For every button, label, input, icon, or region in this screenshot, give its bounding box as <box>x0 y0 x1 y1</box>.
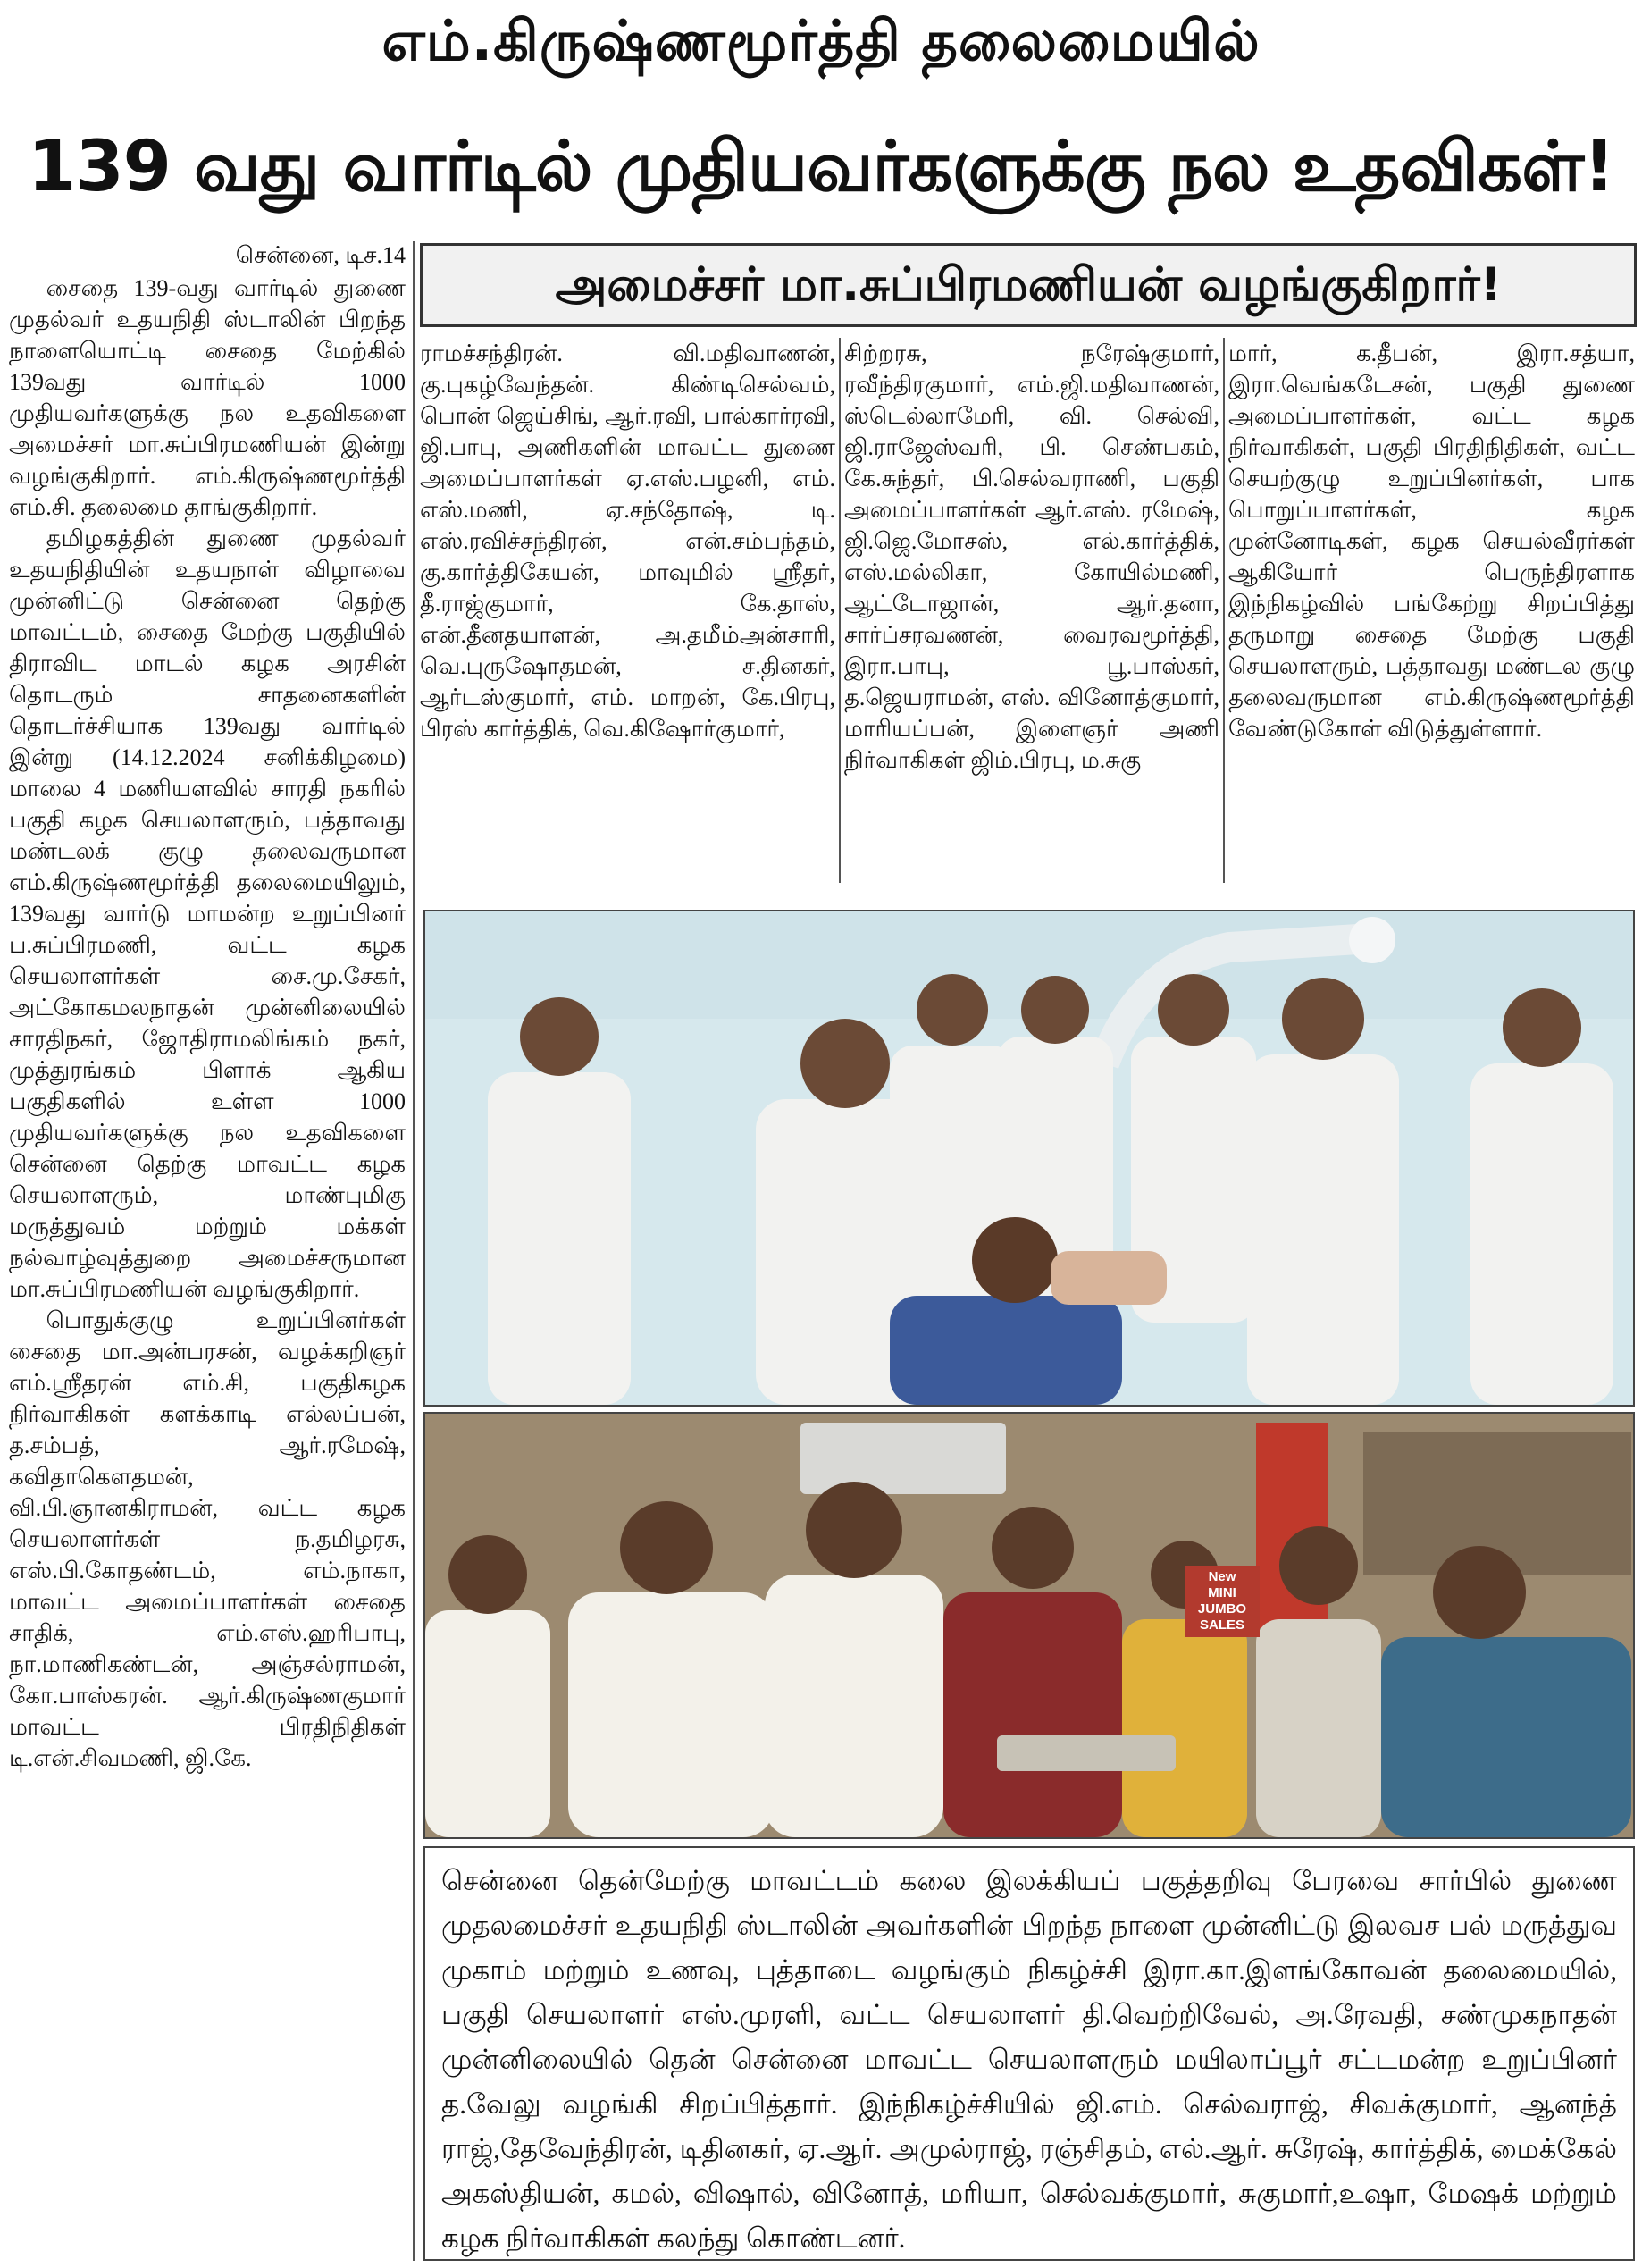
column-divider <box>839 338 841 883</box>
article-paragraph: சைதை 139-வது வார்டில் துணை முதல்வர் உதயநிதி ஸ்டாலின் பிறந்த நாளையொட்டி சைதை மேற்கில் 139வது வார்டில் 1000 முதியவர்களுக்கு நல உதவிகளை அமைச்சர் மா.சுப்பிரமணியன் இன்று வழங்குகிறார். எம்.கிருஷ்ணமூர்த்தி எம்.சி. தலைமை தாங்குகிறார். <box>9 275 406 520</box>
photo-dental-camp-illustration <box>425 911 1633 1405</box>
dateline: சென்னை, டிச.14 <box>235 242 406 268</box>
column-divider <box>1223 338 1225 883</box>
article-column-3 <box>844 338 1219 883</box>
article-paragraph: பொதுக்குழு உறுப்பினர்கள் சைதை மா.அன்பரசன், வழக்கறிஞர் எம்.ஸ்ரீதரன் எம்.சி, பகுதிகழக நிர்வாகிகள் களக்காடி எல்லப்பன், த.சம்பத், ஆர்.ரமேஷ், கவிதாகௌதமன், வி.பி.ஞானகிராமன், வட்ட கழக செயலாளர்கள் ந.தமிழரசு, எஸ்.பி.கோதண்டம், எம்.நாகா, மாவட்ட அமைப்பாளர்கள் சைதை சாதிக், எம்.எஸ்.ஹரிபாபு, நா.மாணிகண்டன், அஞ்சல்ராமன், கோ.பாஸ்கரன். ஆர்.கிருஷ்ணகுமார் மாவட்ட பிரதிநிதிகள் டி.என்.சிவமணி, ஜி.கே. <box>9 1307 406 1771</box>
article-column-1 <box>9 239 406 2261</box>
shop-sign-line: New <box>1208 1569 1236 1584</box>
subheadline-box: அமைச்சர் மா.சுப்பிரமணியன் வழங்குகிறார்! <box>420 243 1637 327</box>
article-text: மார், க.தீபன், இரா.சத்யா, இரா.வெங்கடேசன், பகுதி துணை அமைப்பாளர்கள், வட்ட கழக நிர்வாகிகள், பகுதி பிரதிநிதிகள், வட்ட செயற்குழு உறுப்பினர்கள், பாக பொறுப்பாளர்கள், கழக முன்னோடிகள், கழக செயல்வீரர்கள் ஆகியோர் பெருந்திரளாக இந்நிகழ்வில் பங்கேற்று சிறப்பித்து தருமாறு சைதை மேற்கு பகுதி செயலாளரும், பத்தாவது மண்டல குழு தலைவருமான எம்.கிருஷ்ணமூர்த்தி வேண்டுகோள் விடுத்துள்ளார். <box>1228 340 1635 742</box>
article-text: ராமச்சந்திரன். வி.மதிவாணன், கு.புகழ்வேந்தன். கிண்டிசெல்வம், பொன் ஜெய்சிங், ஆர்.ரவி, பால்கார்ரவி, ஜி.பாபு, அணிகளின் மாவட்ட துணை அமைப்பாளர்கள் ஏ.எஸ்.பழனி, எம். எஸ்.மணி, ஏ.சந்தோஷ், டி. எஸ்.ரவிச்சந்திரன், என்.சம்பந்தம், கு.கார்த்திகேயன், மாவுமில் ஸ்ரீதர், தீ.ராஜ்குமார், கே.தாஸ், என்.தீனதயாளன், அ.தமீம்அன்சாரி, வெ.புருஷோதமன், ச.தினகர், ஆர்டஸ்குமார், எம். மாறன், கே.பிரபு, பிரஸ் கார்த்திக், வெ.கிஷோர்குமார், <box>420 340 835 742</box>
shop-sign-text <box>1185 1566 1260 1637</box>
column-divider <box>413 241 415 2261</box>
main-headline: 139 வது வார்டில் முதியவர்களுக்கு நல உதவிகள்! <box>28 127 1614 207</box>
photo-dental-camp <box>423 910 1635 1407</box>
shop-sign-line: SALES <box>1199 1617 1244 1633</box>
article-column-2 <box>420 338 835 883</box>
article-paragraph: தமிழகத்தின் துணை முதல்வர் உதயநிதியின் உதயநாள் விழாவை முன்னிட்டு சென்னை தெற்கு மாவட்டம், சைதை மேற்கு பகுதியில் திராவிட மாடல் கழக அரசின் தொடரும் சாதனைகளின் தொடர்ச்சியாக 139வது வார்டில் இன்று (14.12.2024 சனிக்கிழமை) மாலை 4 மணியளவில் சாரதி நகரில் பகுதி கழக செயலாளரும், பத்தாவது மண்டலக் குழு தலைவருமான எம்.கிருஷ்ணமூர்த்தி தலைமையிலும், 139வது வார்டு மாமன்ற உறுப்பினர் ப.சுப்பிரமணி, வட்ட கழக செயலாளர்கள் சை.மு.சேகர், அட்கோகமலநாதன் முன்னிலையில் சாரதிநகர், ஜோதிராமலிங்கம் நகர், முத்துரங்கம் பிளாக் ஆகிய பகுதிகளில் உள்ள 1000 முதியவர்களுக்கு நல உதவிகளை சென்னை தெற்கு மாவட்ட கழக செயலாளரும், மாண்புமிகு மருத்துவம் மற்றும் மக்கள் நல்வாழ்வுத்துறை அமைச்சருமான மா.சுப்பிரமணியன் வழங்குகிறார். <box>9 525 406 1302</box>
kicker-heading: எம்.கிருஷ்ணமூர்த்தி தலைமையில் <box>381 8 1261 73</box>
photo-caption: சென்னை தென்மேற்கு மாவட்டம் கலை இலக்கியப் பகுத்தறிவு பேரவை சார்பில் துணை முதலமைச்சர் உதயநிதி ஸ்டாலின் அவர்களின் பிறந்த நாளை முன்னிட்டு இலவச பல் மருத்துவ முகாம் மற்றும் உணவு, புத்தாடை வழங்கும் நிகழ்ச்சி இரா.கா.இளங்கோவன் தலைமையில், பகுதி செயலாளர் எஸ்.முரளி, வட்ட செயலாளர் தி.வெற்றிவேல், அ.ரேவதி, சண்முகநாதன் முன்னிலையில் தென் சென்னை மாவட்ட செயலாளரும் மயிலாப்பூர் சட்டமன்ற உறுப்பினர் த.வேலு வழங்கி சிறப்பித்தார். இந்நிகழ்ச்சியில் ஜி.எம். செல்வராஜ், சிவக்குமார், ஆனந்த் ராஜ்,தேவேந்திரன், டிதினகர், ஏ.ஆர். அமுல்ராஜ், ரஞ்சிதம், எல்.ஆர். சுரேஷ், கார்த்திக், மைக்கேல் அகஸ்தியன், கமல், விஷால், வினோத், மரியா, செல்வக்குமார், சுகுமார்,உஷா, மேஷக் மற்றும் கழக நிர்வாகிகள் கலந்து கொண்டனர். <box>423 1846 1635 2261</box>
photo-distribution-illustration <box>425 1414 1633 1837</box>
shop-sign-line: MINI JUMBO <box>1197 1585 1247 1617</box>
article-column-4 <box>1228 338 1635 883</box>
article-text: சிற்றரசு, நரேஷ்குமார், ரவீந்திரகுமார், எம்.ஜி.மதிவாணன், ஸ்டெல்லாமேரி, வி. செல்வி, ஜி.ராஜேஸ்வரி, பி. செண்பகம், கே.சுந்தர், பி.செல்வராணி, பகுதி அமைப்பாளர்கள் ஆர்.எஸ். ரமேஷ், ஜி.ஜெ.மோசஸ், எல்.கார்த்திக், எஸ்.மல்லிகா, கோயில்மணி, ஆட்டோஜான், ஆர்.தனா, சார்ப்சரவணன், வைரவமூர்த்தி, இரா.பாபு, பூ.பாஸ்கர், த.ஜெயராமன், எஸ். வினோத்குமார், மாரியப்பன், இளைஞர் அணி நிர்வாகிகள் ஜிம்.பிரபு, ம.சுகு <box>844 340 1219 773</box>
photo-distribution-event <box>423 1412 1635 1839</box>
